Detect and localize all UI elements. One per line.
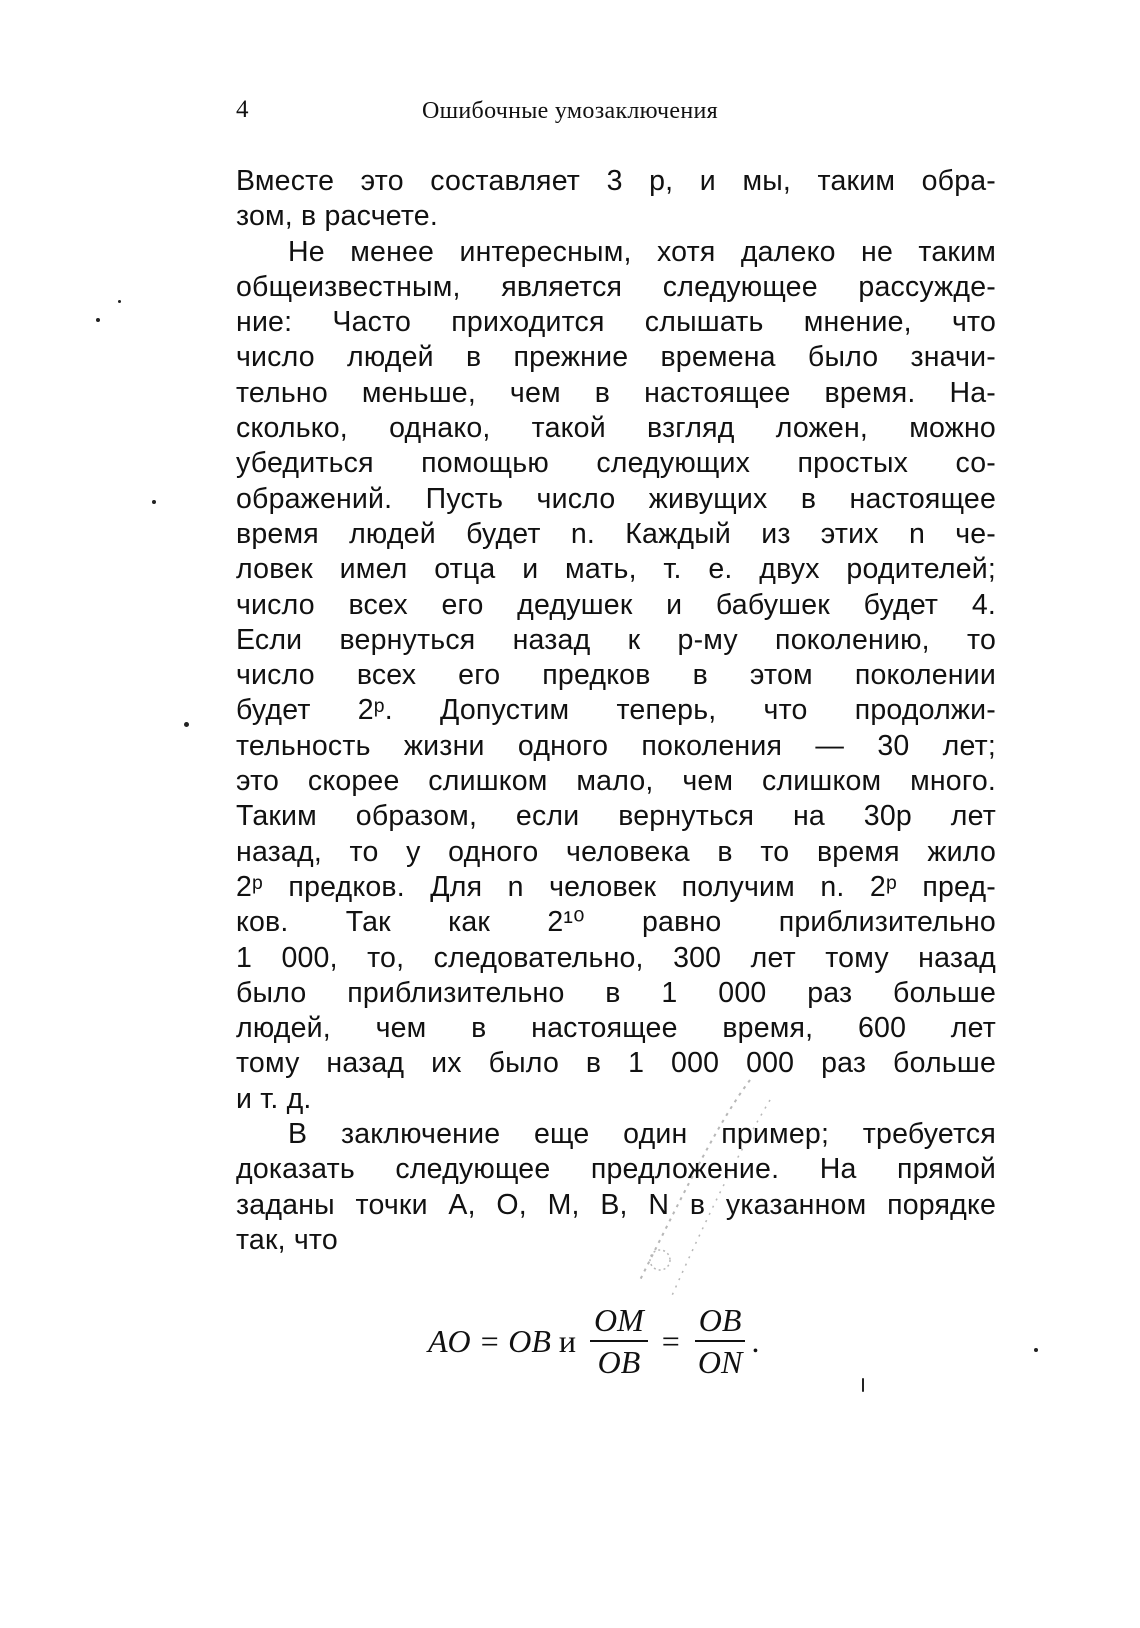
fraction-denominator: ON [697,1344,743,1380]
formula-equals: = [661,1322,680,1359]
text-line: доказать следующее предложение. На прямой [236,1153,996,1186]
running-title: Ошибочные умозаключения [422,98,718,124]
fraction-denominator: OB [597,1344,641,1380]
text-line: ков. Так как 2¹⁰ равно приблизительно [236,906,996,939]
text-line: ние: Часто приходится слышать мнение, что [236,306,996,339]
text-line: В заключение еще один пример; требуется [288,1118,996,1151]
text-line: общеизвестным, является следующее рассужде- [236,270,996,303]
text-line: это скорее слишком мало, чем слишком много. [236,765,996,798]
text-line: Если вернуться назад к p-му поколению, то [236,623,996,656]
text-line: 2ᵖ предков. Для n человек получим n. 2ᵖ пред- [236,870,996,903]
text-line: было приблизительно в 1 000 раз больше [236,976,996,1009]
scan-speck [184,722,189,727]
text-line: людей, чем в настоящее время, 600 лет [236,1012,996,1045]
text-line: зом, в расчете. [236,200,438,233]
text-line: 1 000, то, следовательно, 300 лет тому назад [236,941,996,974]
text-line: число всех его дедушек и бабушек будет 4. [236,588,996,621]
text-line: заданы точки A, O, M, B, N в указанном порядке [236,1188,996,1221]
text-line: Не менее интересным, хотя далеко не таким [288,235,996,268]
scan-speck [118,300,121,303]
scan-speck [96,318,100,322]
text-line: Таким образом, если вернуться на 30p лет [236,800,996,833]
text-line: тельность жизни одного поколения — 30 лет; [236,729,996,762]
fraction-numerator: OM [590,1302,648,1342]
library-stamp-mark [600,1060,820,1320]
text-line: и т. д. [236,1082,312,1115]
page-number: 4 [236,96,249,123]
text-line: Вместе это составляет 3 р, и мы, таким обра- [236,165,996,197]
scan-speck [862,1378,864,1392]
text-line: ображений. Пусть число живущих в настоящее [236,482,996,515]
formula-lhs: AO = OB [428,1322,551,1359]
scan-speck [152,500,156,504]
formula-conjunction: и [558,1322,577,1359]
text-line: тому назад их было в 1 000 000 раз больше [236,1047,996,1080]
text-line: будет 2ᵖ. Допустим теперь, что продолжи- [236,694,996,727]
text-line: время людей будет n. Каждый из этих n че- [236,517,996,550]
formula-period: . [752,1322,761,1359]
fraction-numerator: OB [695,1302,746,1342]
text-line: убедиться помощью следующих простых со- [236,447,996,480]
text-line: ловек имел отца и мать, т. е. двух родителей; [236,553,996,586]
text-line: назад, то у одного человека в то время жило [236,835,996,868]
text-line: число всех его предков в этом поколении [236,659,996,692]
text-line: число людей в прежние времена было значи- [236,341,996,374]
scan-speck [1034,1348,1038,1352]
text-line: сколько, однако, такой взгляд ложен, можно [236,412,996,445]
page-header [236,96,996,136]
text-line: так, что [236,1223,338,1256]
text-line: тельно меньше, чем в настоящее время. На- [236,376,996,409]
